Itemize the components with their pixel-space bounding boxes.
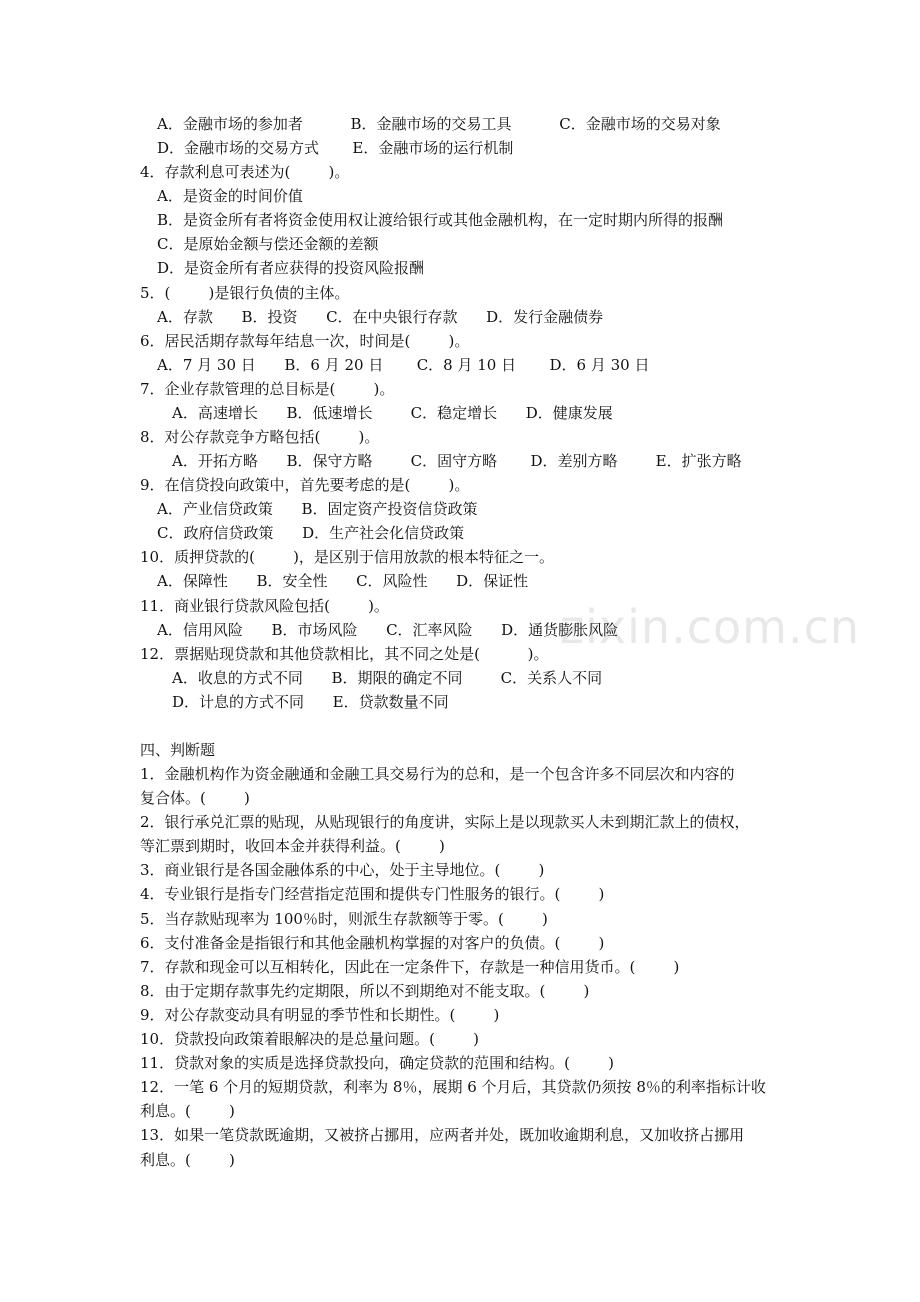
q11-stem: 11．商业银行贷款风险包括( )。 [140,597,389,615]
watermark: zixin.com.cn [560,600,861,654]
tf4: 4．专业银行是指专门经营指定范围和提供专门性服务的银行。( ) [140,885,605,903]
tf13-line1: 13．如果一笔贷款既逾期，又被挤占挪用，应两者并处，既加收逾期利息，又加收挤占挪用 [140,1126,745,1144]
q11-options: A．信用风险 B．市场风险 C．汇率风险 D．通货膨胀风险 [157,621,619,639]
tf13-line2: 利息。( ) [140,1151,235,1169]
tf9: 9．对公存款变动具有明显的季节性和长期性。( ) [140,1006,500,1024]
tf1-line1: 1．金融机构作为资金融通和金融工具交易行为的总和，是一个包含许多不同层次和内容的 [140,765,735,783]
tf1-line2: 复合体。( ) [140,789,250,807]
q7-options: A．高速增长 B．低速增长 C．稳定增长 D．健康发展 [172,404,613,422]
q8-options: A．开拓方略 B．保守方略 C．固守方略 D．差别方略 E．扩张方略 [172,452,742,470]
q9-options-row2: C．政府信贷政策 D．生产社会化信贷政策 [157,524,465,542]
q3-options-row2: D．金融市场的交易方式 E．金融市场的运行机制 [157,139,514,157]
tf12-line2: 利息。( ) [140,1102,235,1120]
q12-options-row1: A．收息的方式不同 B．期限的确定不同 C．关系人不同 [172,669,603,687]
q4-option-d: D．是资金所有者应获得的投资风险报酬 [157,259,425,277]
q6-options: A．7 月 30 日 B．6 月 20 日 C．8 月 10 日 D．6 月 30 日 [157,356,650,374]
q12-options-row2: D．计息的方式不同 E．贷款数量不同 [172,693,449,711]
q4-option-c: C．是原始金额与偿还金额的差额 [157,235,379,253]
section-heading-true-false: 四、判断题 [140,741,216,759]
q8-stem: 8．对公存款竞争方略包括( )。 [140,428,380,446]
q9-stem: 9．在信贷投向政策中，首先要考虑的是( )。 [140,476,470,494]
q10-options: A．保障性 B．安全性 C．风险性 D．保证性 [157,572,529,590]
q6-stem: 6．居民活期存款每年结息一次，时间是( )。 [140,332,470,350]
q5-options: A．存款 B．投资 C．在中央银行存款 D．发行金融债券 [157,308,604,326]
tf7: 7．存款和现金可以互相转化，因此在一定条件下，存款是一种信用货币。( ) [140,958,680,976]
tf6: 6．支付准备金是指银行和其他金融机构掌握的对客户的负债。( ) [140,934,605,952]
tf11: 11．贷款对象的实质是选择贷款投向，确定贷款的范围和结构。( ) [140,1054,614,1072]
q12-stem: 12．票据贴现贷款和其他贷款相比，其不同之处是( )。 [140,645,549,663]
tf2-line1: 2．银行承兑汇票的贴现，从贴现银行的角度讲，实际上是以现款买人未到期汇款上的债权， [140,813,750,831]
tf10: 10．贷款投向政策着眼解决的是总量问题。( ) [140,1030,479,1048]
q4-option-a: A．是资金的时间价值 [157,187,303,205]
q5-stem: 5．( )是银行负债的主体。 [140,284,350,302]
tf2-line2: 等汇票到期时，收回本金并获得利益。( ) [140,837,445,855]
tf8: 8．由于定期存款事先约定期限，所以不到期绝对不能支取。( ) [140,982,590,1000]
q10-stem: 10．质押贷款的( )，是区别于信用放款的根本特征之一。 [140,548,554,566]
tf5: 5．当存款贴现率为 100％时，则派生存款额等于零。( ) [140,910,548,928]
q9-options-row1: A．产业信贷政策 B．固定资产投资信贷政策 [157,500,478,518]
q3-options-row1: A．金融市场的参加者 B．金融市场的交易工具 C．金融市场的交易对象 [157,115,721,133]
tf3: 3．商业银行是各国金融体系的中心，处于主导地位。( ) [140,861,545,879]
tf12-line1: 12．一笔 6 个月的短期贷款，利率为 8％，展期 6 个月后，其贷款仍须按 8％的利率指标计收 [140,1078,766,1096]
q4-option-b: B．是资金所有者将资金使用权让渡给银行或其他金融机构，在一定时期内所得的报酬 [157,211,724,229]
q4-stem: 4．存款利息可表述为( )。 [140,163,350,181]
q7-stem: 7．企业存款管理的总目标是( )。 [140,380,395,398]
